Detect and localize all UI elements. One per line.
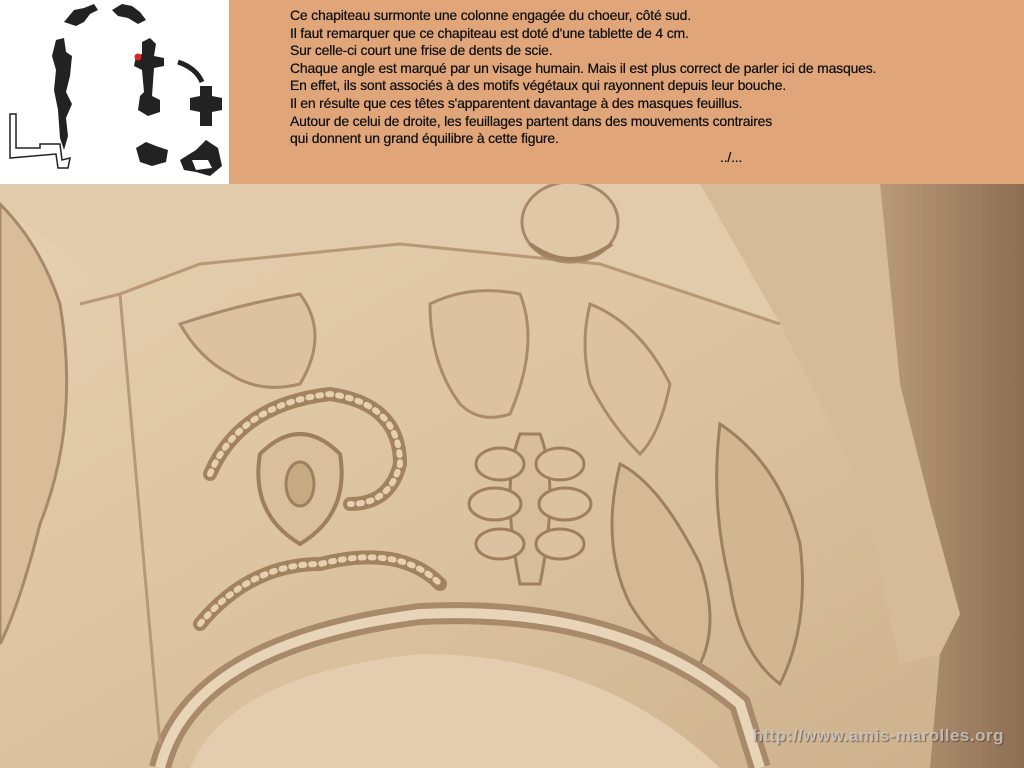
- caption-banner: [0, 0, 1024, 184]
- plan-wall-fragment: [52, 38, 72, 150]
- caption-line: Ce chapiteau surmonte une colonne engagée du choeur, côté sud.: [290, 7, 691, 23]
- palmette-leaf: [469, 488, 521, 520]
- plan-pillar: [134, 38, 164, 116]
- palmette-leaf: [539, 488, 591, 520]
- caption-line: Il faut remarquer que ce chapiteau est doté d'une tablette de 4 cm.: [290, 24, 689, 41]
- plan-wall-fragment: [112, 4, 146, 24]
- capital-carving: [0, 184, 1024, 768]
- floor-plan-diagram: [0, 0, 229, 184]
- continuation-mark: ../...: [720, 148, 743, 165]
- plan-wall-fragment: [136, 142, 168, 166]
- watermark: http://www.amis-marolles.org: [752, 726, 1004, 745]
- chapiteau-location-marker: [135, 54, 142, 61]
- caption-line: Sur celle-ci court une frise de dents de scie.: [290, 42, 553, 59]
- palmette-leaf: [476, 529, 524, 559]
- palmette-leaf: [536, 529, 584, 559]
- caption-text: [290, 7, 1010, 166]
- plan-arc: [178, 62, 202, 82]
- plan-wall-fragment: [180, 140, 222, 176]
- capital-photograph: [0, 184, 1024, 768]
- palmette-leaf: [476, 448, 524, 480]
- caption-line: En effet, ils sont associés à des motifs végétaux qui rayonnent depuis leur bouche.: [290, 77, 787, 94]
- caption-line: Chaque angle est marqué par un visage humain. Mais il est plus correct de parler ici de masques.: [290, 59, 877, 76]
- plan-pillar: [190, 86, 222, 126]
- caption-line: qui donnent un grand équilibre à cette figure.: [290, 130, 559, 147]
- floor-plan-drawing: [0, 0, 229, 184]
- caption-line: Il en résulte que ces têtes s'apparentent davantage à des masques feuillus.: [290, 94, 743, 111]
- plan-wall-fragment: [64, 4, 98, 26]
- caption-line: Autour de celui de droite, les feuillages partent dans des mouvements contraires: [290, 112, 773, 129]
- leaf-bud: [286, 462, 314, 506]
- palmette-leaf: [536, 448, 584, 480]
